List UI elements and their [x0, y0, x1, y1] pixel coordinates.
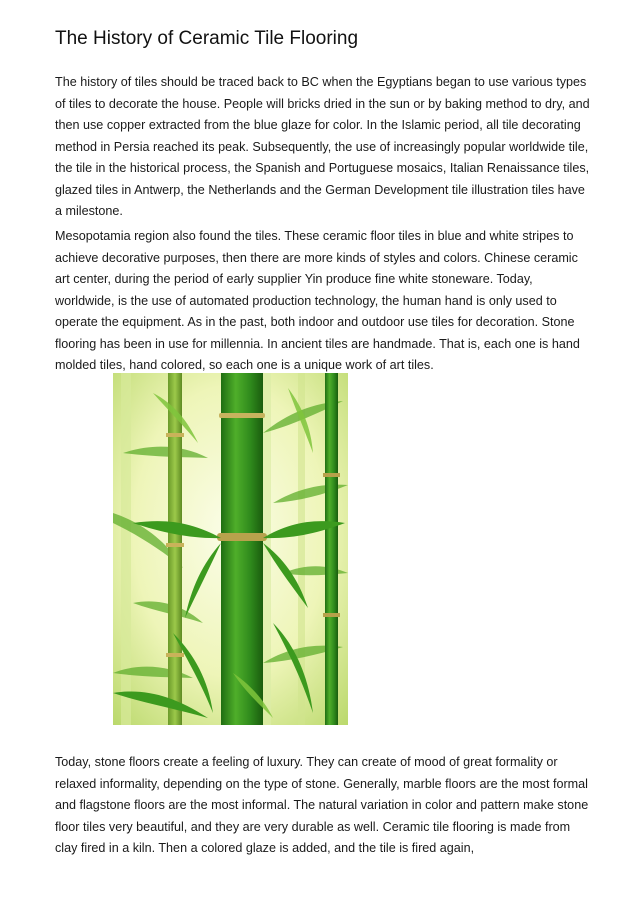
bamboo-photo: [113, 373, 348, 725]
paragraph-history: The history of tiles should be traced back to BC when the Egyptians began to use various types of tiles to decorate the house. People will bricks dried in the sun or by baking method to dry, and then use copper extracted from the blue glaze for color. In the Islamic period, all tile decorating method in Persia reached its peak. Subsequently, the use of increasingly popular worldwide tile, the tile in the historical process, the Spanish and Portuguese mosaics, Italian Renaissance tiles, glazed tiles in Antwerp, the Netherlands and the German Development tile illustration tiles have a milestone.: [55, 75, 590, 218]
paragraph-mesopotamia: Mesopotamia region also found the tiles. These ceramic floor tiles in blue and white stripes to achieve decorative purposes, then there are more kinds of styles and colors. Chinese ceramic art center, during the period of early supplier Yin produce fine white stoneware. Today, worldwide, is the use of automated production technology, the human hand is only used to operate the equipment. As in the past, both indoor and outdoor use tiles for decoration. Stone flooring has been in use for millennia. In ancient tiles are handmade. That is, each one is hand molded tiles, hand colored, so each one is a unique work of art tiles.: [55, 229, 580, 372]
page-title: The History of Ceramic Tile Flooring: [55, 28, 359, 49]
paragraph-stone-floors: Today, stone floors create a feeling of luxury. They can create of mood of great formality or relaxed informality, depending on the type of stone. Generally, marble floors are the most formal and flagstone floors are the most informal. The natural variation in color and pattern make stone floor tiles very beautiful, and they are very durable as well. Ceramic tile flooring is made from clay fired in a kiln. Then a colored glaze is added, and the tile is fired again,: [55, 755, 589, 855]
